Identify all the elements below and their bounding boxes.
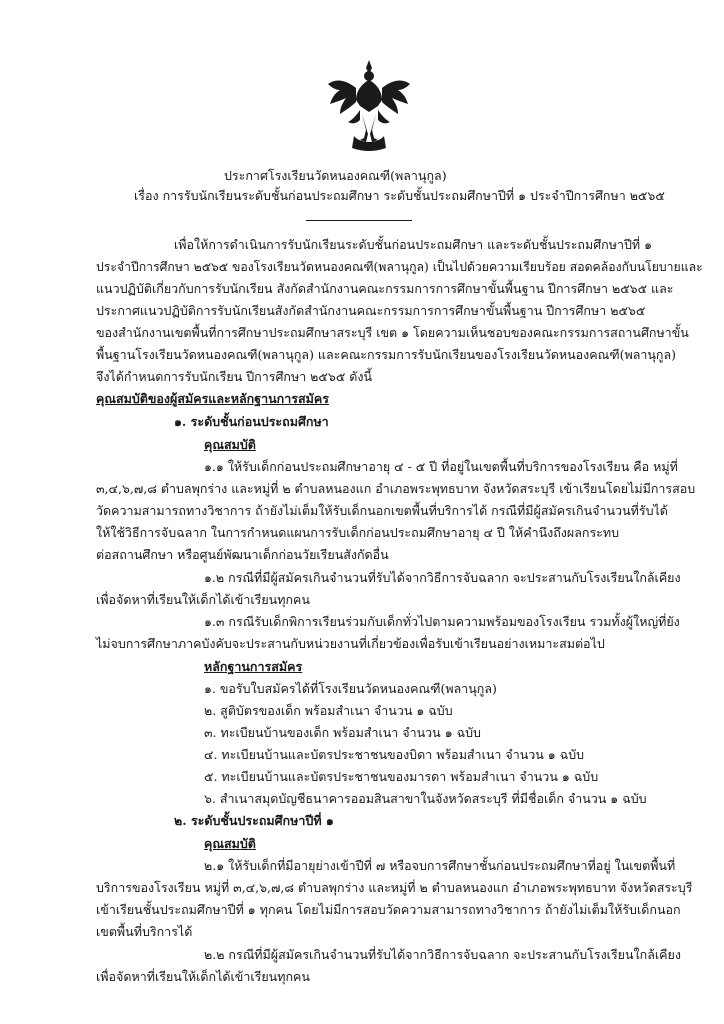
intro-line: แนวปฏิบัติเกี่ยวกับการรับนักเรียน สังกัดสำนักงานคณะกรรมการการศึกษาขั้นพื้นฐาน ปีการศึกษา ๒๕๖๕ และ	[96, 281, 674, 296]
intro-line: จึงได้กำหนดการรับนักเรียน ปีการศึกษา ๒๕๖๕ ดังนี้	[96, 369, 373, 384]
item-2-1-line: บริการของโรงเรียน หมู่ที่ ๓,๔,๖,๗,๘ ตำบลพุกร่าง และหมู่ที่ ๒ ตำบลหนองแก อำเภอพระพุทธบาท จังหวัดสระบุรี	[96, 880, 693, 895]
announcement-subject: เรื่อง การรับนักเรียนระดับชั้นก่อนประถมศึกษา ระดับชั้นประถมศึกษาปีที่ ๑ ประจำปีการศึกษา ๒๕๖๕	[134, 188, 665, 203]
item-2-1-line: เข้าเรียนชั้นประถมศึกษาปีที่ ๑ ทุกคน โดยไม่มีการสอบวัดความสามารถทางวิชาการ ถ้ายังไม่เต็มให้รับเด็กนอก	[96, 902, 681, 917]
level2-heading: ๒. ระดับชั้นประถมศึกษาปีที่ ๑	[174, 813, 334, 828]
evidence-item: ๔. ทะเบียนบ้านและบัตรประชาชนของบิดา พร้อมสำเนา จำนวน ๑ ฉบับ	[204, 747, 585, 762]
level1-evidence-heading: หลักฐานการสมัคร	[204, 659, 303, 674]
item-2-2-line: เพื่อจัดหาที่เรียนให้เด็กได้เข้าเรียนทุกคน	[96, 969, 310, 984]
evidence-item: ๑. ขอรับใบสมัครได้ที่โรงเรียนวัดหนองคณฑี(พลานุกูล)	[204, 681, 497, 696]
intro-line: เพื่อให้การดำเนินการรับนักเรียนระดับชั้นก่อนประถมศึกษา และระดับชั้นประถมศึกษาปีที่ ๑	[174, 237, 653, 252]
announcement-title: ประกาศโรงเรียนวัดหนองคณฑี(พลานุกูล)	[224, 168, 447, 183]
evidence-item: ๕. ทะเบียนบ้านและบัตรประชาชนของมารดา พร้อมสำเนา จำนวน ๑ ฉบับ	[204, 769, 599, 784]
intro-line: ประกาศแนวปฏิบัติการรับนักเรียนสังกัดสำนักงานคณะกรรมการการศึกษาขั้นพื้นฐาน ปีการศึกษา ๒๕๖๕	[96, 303, 646, 318]
item-2-2-line: ๒.๒ กรณีที่มีผู้สมัครเกินจำนวนที่รับได้จากวิธีการจับฉลาก จะประสานกับโรงเรียนใกล้เคียง	[204, 947, 681, 962]
item-1-1-line: ๑.๑ ให้รับเด็กก่อนประถมศึกษาอายุ ๔ - ๕ ปี ที่อยู่ในเขตพื้นที่บริการของโรงเรียน คือ หมู่ที่	[204, 459, 678, 474]
section-heading: คุณสมบัติของผู้สมัครและหลักฐานการสมัคร	[96, 391, 329, 406]
intro-line: ของสำนักงานเขตพื้นที่การศึกษาประถมศึกษาสระบุรี เขต ๑ โดยความเห็นชอบของคณะกรรมการสถานศึกษาขั้น	[96, 325, 689, 340]
item-1-2-line: เพื่อจัดหาที่เรียนให้เด็กได้เข้าเรียนทุกคน	[96, 592, 310, 607]
item-2-1-line: ๒.๑ ให้รับเด็กที่มีอายุย่างเข้าปีที่ ๗ หรือจบการศึกษาชั้นก่อนประถมศึกษาที่อยู่ ในเขตพื้นที่	[204, 858, 676, 873]
garuda-emblem-icon	[326, 58, 412, 152]
item-2-1-line: เขตพื้นที่บริการได้	[96, 924, 193, 939]
intro-line: ประจำปีการศึกษา ๒๕๖๕ ของโรงเรียนวัดหนองคณฑี(พลานุกูล) เป็นไปด้วยความเรียบร้อย สอดคล้องกับนโยบายและ	[96, 260, 703, 274]
level1-qualifications-heading: คุณสมบัติ	[204, 437, 256, 452]
item-1-3-line: ไม่จบการศึกษาภาคบังคับจะประสานกับหน่วยงานที่เกี่ยวข้องเพื่อรับเข้าเรียนอย่างเหมาะสมต่อไป	[96, 636, 605, 651]
item-1-1-line: ให้ใช้วิธีการจับฉลาก ในการกำหนดแผนการรับเด็กก่อนประถมศึกษาอายุ ๔ ปี ให้คำนึงถึงผลกระทบ	[96, 525, 620, 540]
item-1-3-line: ๑.๓ กรณีรับเด็กพิการเรียนร่วมกับเด็กทั่วไปตามความพร้อมของโรงเรียน รวมทั้งผู้ใหญ่ที่ยัง	[204, 614, 680, 629]
intro-line: พื้นฐานโรงเรียนวัดหนองคณฑี(พลานุกูล) และคณะกรรมการรับนักเรียนของโรงเรียนวัดหนองคณฑี(พลานุกูล)	[96, 347, 677, 362]
item-1-1-line: ต่อสถานศึกษา หรือศูนย์พัฒนาเด็กก่อนวัยเรียนสังกัดอื่น	[96, 547, 389, 562]
evidence-item: ๒. สูติบัตรของเด็ก พร้อมสำเนา จำนวน ๑ ฉบับ	[204, 703, 453, 718]
evidence-item: ๖. สำเนาสมุดบัญชีธนาคารออมสินสาขาในจังหวัดสระบุรี ที่มีชื่อเด็ก จำนวน ๑ ฉบับ	[204, 791, 647, 806]
level1-heading: ๑. ระดับชั้นก่อนประถมศึกษา	[174, 414, 329, 429]
level2-qualifications-heading: คุณสมบัติ	[204, 836, 256, 851]
title-divider	[306, 220, 412, 221]
item-1-2-line: ๑.๒ กรณีที่มีผู้สมัครเกินจำนวนที่รับได้จากวิธีการจับฉลาก จะประสานกับโรงเรียนใกล้เคียง	[204, 570, 681, 585]
evidence-item: ๓. ทะเบียนบ้านของเด็ก พร้อมสำเนา จำนวน ๑ ฉบับ	[204, 725, 481, 740]
item-1-1-line: ๓,๔,๖,๗,๘ ตำบลพุกร่าง และหมู่ที่ ๒ ตำบลหนองแก อำเภอพระพุทธบาท จังหวัดสระบุรี เข้าเรียนโดยไม่มีการสอบ	[96, 481, 696, 496]
item-1-1-line: วัดความสามารถทางวิชาการ ถ้ายังไม่เต็มให้รับเด็กนอกเขตพื้นที่บริการได้ กรณีที่มีผู้สมัครเกินจำนวนที่รับได้	[96, 503, 668, 518]
